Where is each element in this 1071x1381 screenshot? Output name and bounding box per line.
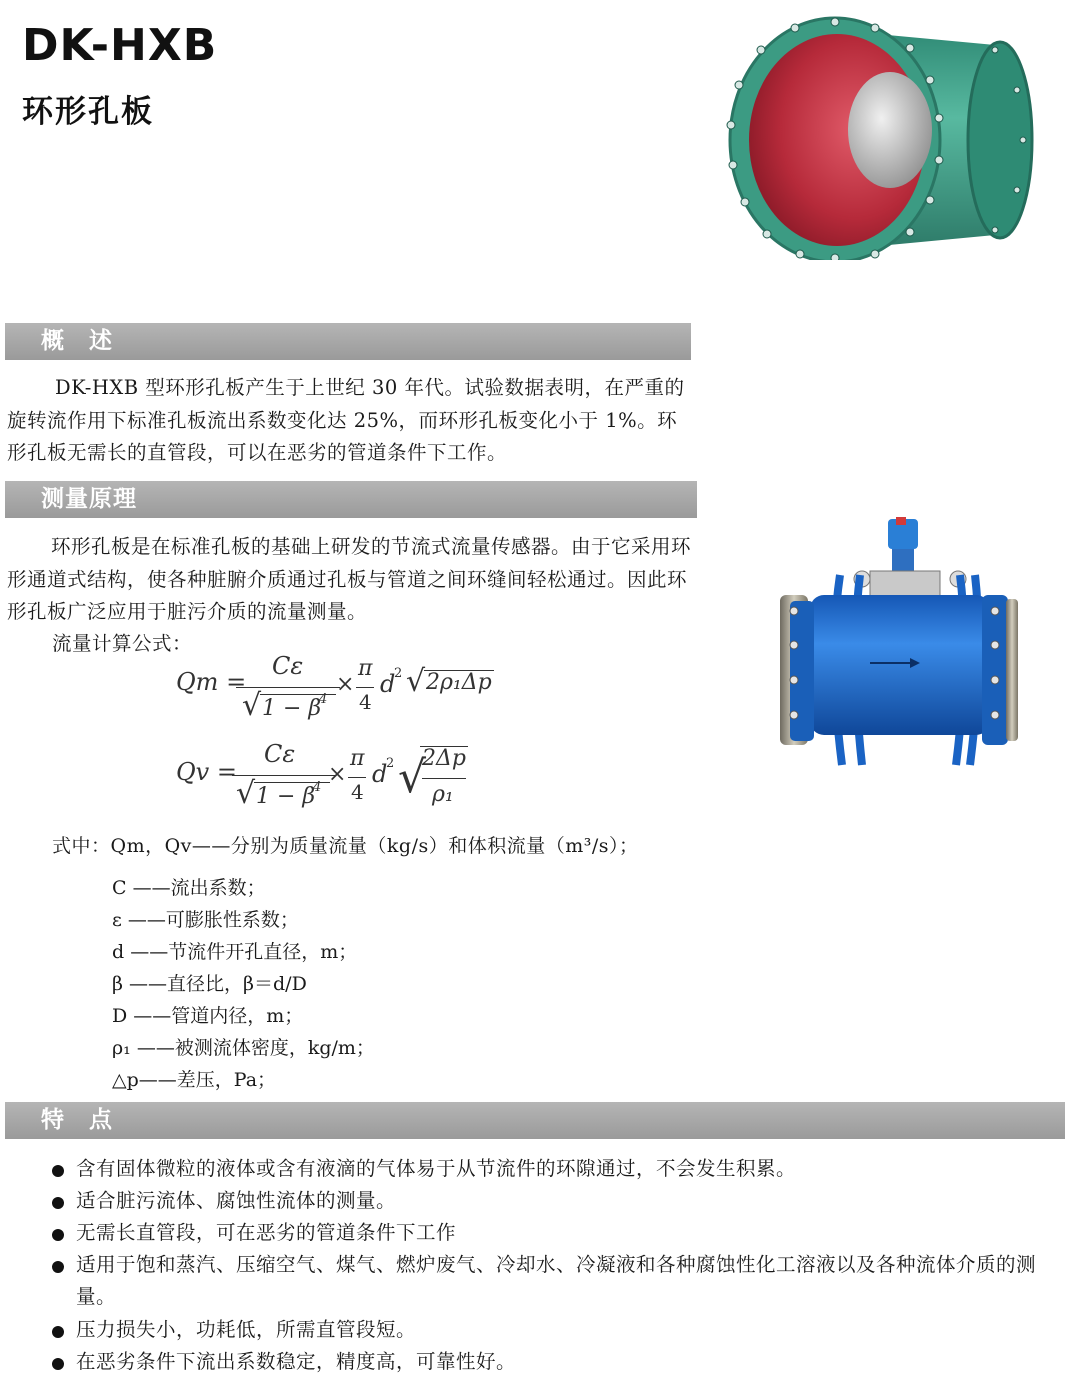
feature-item: 压力损失小，功耗低，所需直管段短。 — [52, 1314, 1066, 1346]
definition-row: ρ₁ ——被测流体密度，kg/m； — [112, 1037, 375, 1059]
qm-four: 4 — [359, 690, 372, 714]
definition-row: △p——差压，Pa； — [112, 1069, 277, 1091]
qv-pi: π — [350, 746, 365, 771]
qm-root: 2ρ₁Δp — [426, 670, 492, 695]
product-name: 环形孔板 — [22, 94, 154, 130]
bullet-icon — [52, 1358, 64, 1370]
qv-denominator: 1 − β — [256, 784, 316, 809]
bullet-icon — [52, 1197, 64, 1209]
definition-row: C ——流出系数； — [112, 877, 266, 899]
feature-item: 适用于饱和蒸汽、压缩空气、煤气、燃炉废气、冷却水、冷凝液和各种腐蚀性化工溶液以及各种流体介质的测量。 — [52, 1249, 1066, 1313]
formula-label: 流量计算公式： — [52, 632, 193, 655]
qm-d-exp: 2 — [394, 666, 403, 681]
qv-lhs: Qv = — [176, 758, 237, 786]
feature-item: 无需长直管段，可在恶劣的管道条件下工作 — [52, 1217, 1066, 1249]
formula-qv: Qv = Cε √ 1 − β 4 × π 4 d 2 √ 2Δp ρ₁ — [176, 740, 506, 820]
bullet-icon — [52, 1261, 64, 1273]
section-title-features: 特 点 — [5, 1102, 1065, 1139]
definition-row: D ——管道内径，m； — [112, 1005, 304, 1027]
qv-four: 4 — [351, 780, 364, 804]
flowmeter-photo — [770, 515, 1020, 775]
feature-item: 含有固体微粒的液体或含有液滴的气体易于从节流件的环隙通过，不会发生积累。 — [52, 1153, 1066, 1185]
qm-denominator: 1 − β — [262, 696, 322, 721]
qv-times: × — [328, 762, 347, 787]
qv-d: d — [372, 760, 388, 788]
annular-orifice-photo — [725, 10, 1045, 260]
definition-row: ε ——可膨胀性系数； — [112, 909, 299, 931]
qv-root-den: ρ₁ — [432, 782, 454, 807]
qv-numerator: Cε — [264, 740, 296, 768]
bullet-icon — [52, 1326, 64, 1338]
qm-d: d — [380, 670, 396, 698]
feature-item: 适合脏污流体、腐蚀性流体的测量。 — [52, 1185, 1066, 1217]
formula-qm: Qm = Cε √ 1 − β 4 × π 4 d 2 √ 2ρ₁Δp — [176, 652, 506, 728]
qv-den-exp: 4 — [313, 780, 322, 795]
qm-pi: π — [358, 656, 373, 681]
qm-numerator: Cε — [272, 652, 304, 680]
feature-item: 在恶劣条件下流出系数稳定，精度高，可靠性好。 — [52, 1346, 1066, 1378]
section-title-principle: 测量原理 — [5, 481, 697, 518]
qm-den-exp: 4 — [319, 692, 328, 707]
definition-row: β ——直径比，β＝d/D — [112, 973, 307, 995]
bullet-icon — [52, 1229, 64, 1241]
qv-d-exp: 2 — [386, 756, 395, 771]
qv-root-num: 2Δp — [422, 746, 466, 771]
model-code: DK-HXB — [22, 20, 218, 71]
definitions-intro: 式中：Qm，Qv——分别为质量流量（kg/s）和体积流量（m³/s）； — [52, 835, 639, 857]
section-title-overview: 概 述 — [5, 323, 691, 360]
definition-row: d ——节流件开孔直径，m； — [112, 941, 358, 963]
principle-text: 环形孔板是在标准孔板的基础上研发的节流式流量传感器。由于它采用环形通道式结构，使各种脏腑介质通过孔板与管道之间环缝间轻松通过。因此环形孔板广泛应用于脏污介质的流量测量。 — [7, 535, 692, 623]
qm-times: × — [336, 672, 355, 697]
overview-text: DK-HXB 型环形孔板产生于上世纪 30 年代。试验数据表明，在严重的旋转流作用下标准孔板流出系数变化达 25%，而环形孔板变化小于 1%。环形孔板无需长的直管段，可以在恶劣的管道条件下工作。 — [7, 376, 685, 464]
qm-lhs: Qm = — [176, 668, 247, 696]
bullet-icon — [52, 1165, 64, 1177]
